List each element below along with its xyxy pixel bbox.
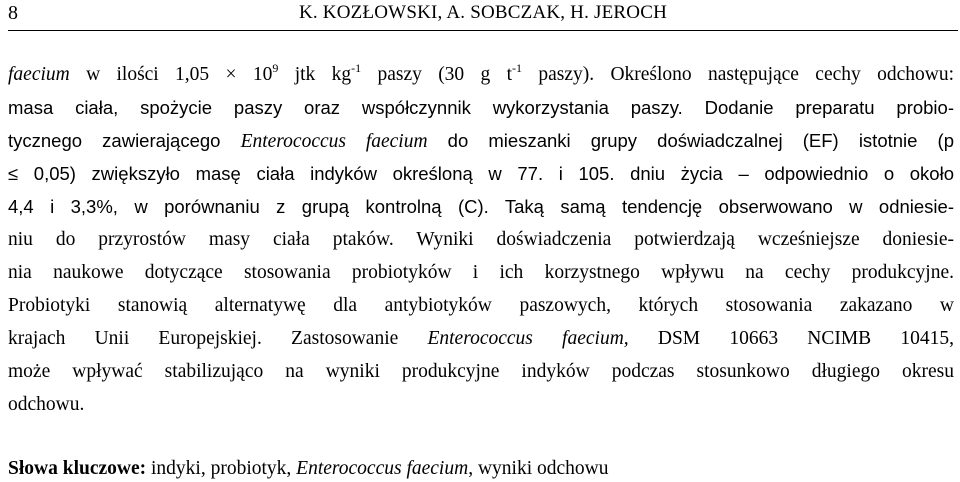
page-number: 8 [8,2,18,24]
abstract-line: masa ciała, spożycie paszy oraz współczynnik wykorzystania paszy. Dodanie preparatu probio- [8,97,954,118]
abstract-line [8,326,954,352]
text-run: jtk kg [278,64,352,85]
text-run: paszy (30 g t [361,64,513,85]
abstract-line [8,128,954,155]
text-run: DSM 10663 NCIMB 10415, [628,328,954,349]
text-run: 0,05) zwiększyło masę ciała indyków określoną w 77. i 105. dniu życia – odpowiednio o około [18,163,954,184]
species-name: Enterococcus faecium [240,131,428,152]
text-run: 10 [252,64,273,85]
exponent: -1 [512,61,523,75]
running-header [8,0,958,31]
exponent: -1 [351,61,362,75]
abstract-line: może wpływać stabilizująco na wyniki produkcyjne indyków podczas stosunkowo długiego okresu [8,361,954,382]
running-head-authors: K. KOZŁOWSKI, A. SOBCZAK, H. JEROCH [298,2,667,23]
abstract-line: faecium w ilości $1,05 \times 10^9$ jtk $kg^{-1}$ paszy (30 g $t^{-1}$ paszy). Określono następujące cechy odchowu: [8,61,954,85]
abstract-line: niu do przyrostów masy ciała ptaków. Wyniki doświadczenia potwierdzają wcześniejsze doniesie- [8,229,954,250]
text-run: , wyniki odchowu [468,458,609,479]
keywords [8,456,954,482]
abstract-line: nia naukowe dotyczące stosowania probiotyków i ich korzystnego wpływu na cechy produkcyjne. [8,262,954,283]
text-run: tycznego zawierającego [8,130,241,151]
abstract-line: 4,4 i 3,3%, w porównaniu z grupą kontrolną (C). Taką samą tendencję obserwowano w odniesie- [8,196,954,217]
text-run: paszy). Określono następujące cechy odchowu: [522,64,954,85]
abstract-line: odchowu. [8,394,85,415]
text-run: do mieszanki grupy doświadczalnej (EF) istotnie (p [427,130,955,151]
exponent: 9 [272,61,279,75]
species-name: Enterococcus faecium [296,458,469,479]
text-run: w ilości 1,05 [69,64,226,85]
species-name: Enterococcus faecium, [427,328,629,349]
text-run: krajach Unii Europejskiej. Zastosowanie [8,328,428,349]
abstract-line: Probiotyki stanowią alternatywę dla antybiotyków paszowych, których stosowania zakazano w [8,295,954,316]
text-run: indyki, probiotyk, [146,458,297,479]
species-name: faecium [8,64,70,85]
leq-symbol: ≤ [8,163,19,184]
keywords-label: Słowa kluczowe: [8,458,147,479]
abstract-line [8,161,954,187]
